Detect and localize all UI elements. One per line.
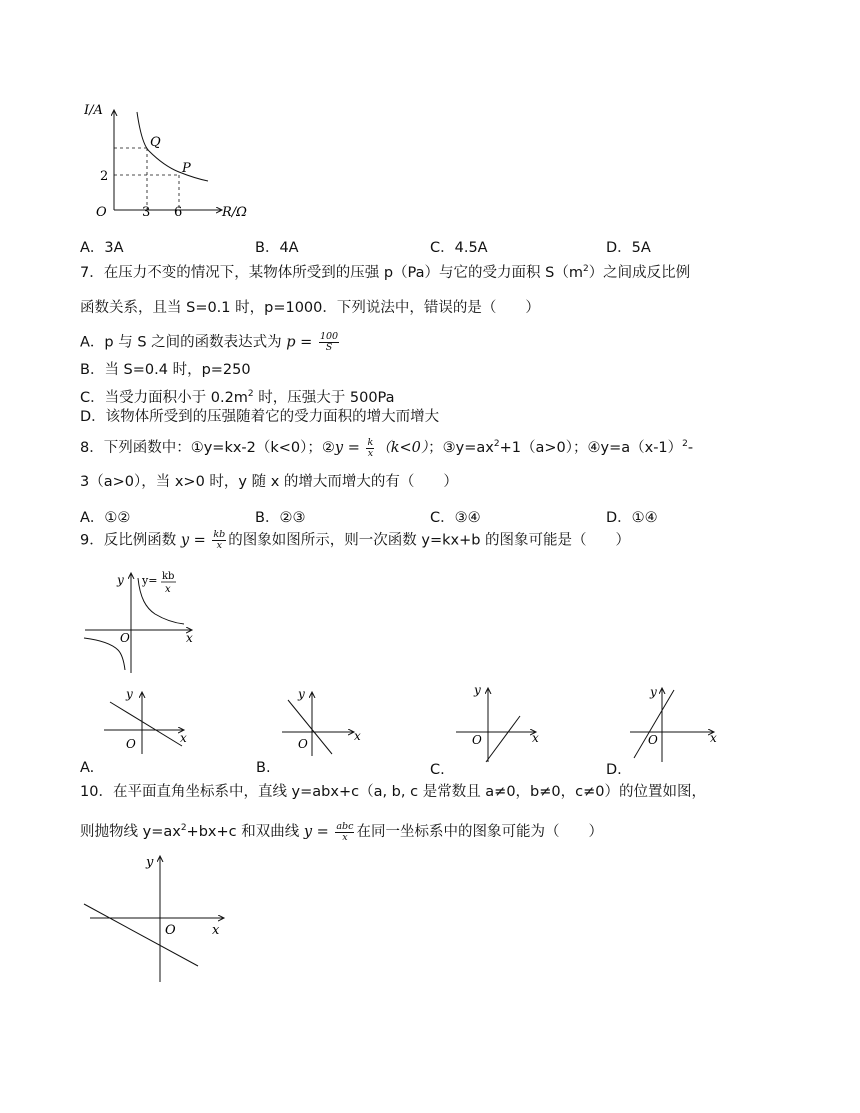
q8-stem-line1: 8．下列函数中：①y=kx-2（k<0）；②y = $\frac{k}{x}$ （k<0）；$③y=ax^2+1(a>0)$；$④y=a(x-1)^2-$ bbox=[80, 436, 694, 459]
origin-label: O bbox=[120, 631, 130, 645]
q7-option-b[interactable]: B．当 S=0.4 时，p=250 bbox=[80, 362, 251, 378]
func-num: kb bbox=[162, 571, 175, 582]
x-label: x bbox=[186, 631, 193, 645]
q6-option-d[interactable]: D．5A bbox=[606, 240, 651, 256]
svg-text:O: O bbox=[472, 733, 482, 747]
svg-text:x: x bbox=[180, 731, 187, 745]
q6-option-a[interactable]: A．3A bbox=[80, 240, 124, 256]
q10-stem-line1: 10．在平面直角坐标系中，直线 y=abx+c（a, b, c 是常数且 a≠0，b≠0，c≠0）的位置如图， bbox=[80, 784, 706, 800]
svg-text:x: x bbox=[710, 731, 717, 745]
q6-option-c[interactable]: C．4.5A bbox=[430, 240, 488, 256]
point-p-label: P bbox=[182, 161, 191, 176]
q9-hyperbola-graph bbox=[80, 568, 205, 678]
y-label: y bbox=[117, 573, 124, 587]
q8-option-c[interactable]: C．③④ bbox=[430, 510, 481, 526]
q9-stem: 9．反比例函数 y = $\frac{kb}{x}$ 的图象如图所示，则一次函数 y=kx+b 的图象可能是（ ） bbox=[80, 529, 631, 551]
tick-x-3: 3 bbox=[142, 205, 151, 220]
q9-option-c-label[interactable]: C. bbox=[430, 762, 445, 778]
inverse-curve bbox=[137, 112, 208, 181]
svg-text:O: O bbox=[648, 733, 658, 747]
svg-text:x: x bbox=[532, 731, 539, 745]
func-den: x bbox=[165, 584, 171, 595]
q8-option-b[interactable]: B．②③ bbox=[255, 510, 306, 526]
q7-stem-line1: 7．在压力不变的情况下，某物体所受到的压强 p（Pa）与它的受力面积 $S(m^2)$之间成反比例 bbox=[80, 264, 691, 281]
tick-y-2: 2 bbox=[100, 169, 109, 184]
svg-text:y: y bbox=[650, 685, 657, 699]
svg-text:y: y bbox=[126, 687, 133, 701]
x-label: x bbox=[212, 923, 220, 938]
origin-label: O bbox=[165, 923, 176, 938]
q9-option-b-graph[interactable] bbox=[278, 686, 373, 758]
q7-option-c[interactable]: C．当受力面积小于 $0.2m^2$ 时，压强大于 500Pa bbox=[80, 389, 395, 406]
q7-stem-line2: 函数关系，且当 S=0.1 时，p=1000．下列说法中，错误的是（ ） bbox=[80, 300, 540, 316]
q8-option-a[interactable]: A．①② bbox=[80, 510, 131, 526]
q7-option-a[interactable]: A．p 与 S 之间的函数表达式为 p = $\frac{100}{S}$ bbox=[80, 331, 339, 353]
q10-stem-line2: 则抛物线 $y=ax^2+bx+c$ 和双曲线 y = $\frac{\text{abc}}{x}$ 在同一坐标系中的图象可能为（ ） bbox=[80, 820, 603, 843]
q9-option-a-label[interactable]: A. bbox=[80, 760, 95, 776]
x-axis-label: R/Ω bbox=[222, 205, 247, 220]
svg-text:y: y bbox=[298, 687, 305, 701]
q9-option-d-graph[interactable] bbox=[628, 684, 723, 764]
q10-line-graph bbox=[80, 852, 230, 987]
current-resistance-graph bbox=[84, 98, 264, 223]
func-lhs: y= bbox=[142, 574, 158, 587]
q7-option-d[interactable]: D．该物体所受到的压强随着它的受力面积的增大而增大 bbox=[80, 409, 440, 425]
svg-text:x: x bbox=[354, 729, 361, 743]
q9-option-c-graph[interactable] bbox=[452, 684, 547, 764]
tick-x-6: 6 bbox=[174, 205, 183, 220]
y-label: y bbox=[146, 855, 154, 870]
svg-text:O: O bbox=[126, 737, 136, 751]
svg-text:y: y bbox=[474, 684, 481, 697]
q9-option-b-label[interactable]: B. bbox=[256, 760, 271, 776]
q8-option-d[interactable]: D．①④ bbox=[606, 510, 658, 526]
origin-label: O bbox=[96, 205, 107, 220]
q9-option-d-label[interactable]: D. bbox=[606, 762, 622, 778]
point-q-label: Q bbox=[150, 135, 161, 150]
q9-option-a-graph[interactable] bbox=[100, 686, 195, 758]
q8-stem-line2: 3（a>0），当 x>0 时，y 随 x 的增大而增大的有（ ） bbox=[80, 474, 458, 490]
y-axis-label: I/A bbox=[84, 103, 103, 118]
svg-text:O: O bbox=[298, 737, 308, 751]
q6-option-b[interactable]: B．4A bbox=[255, 240, 299, 256]
